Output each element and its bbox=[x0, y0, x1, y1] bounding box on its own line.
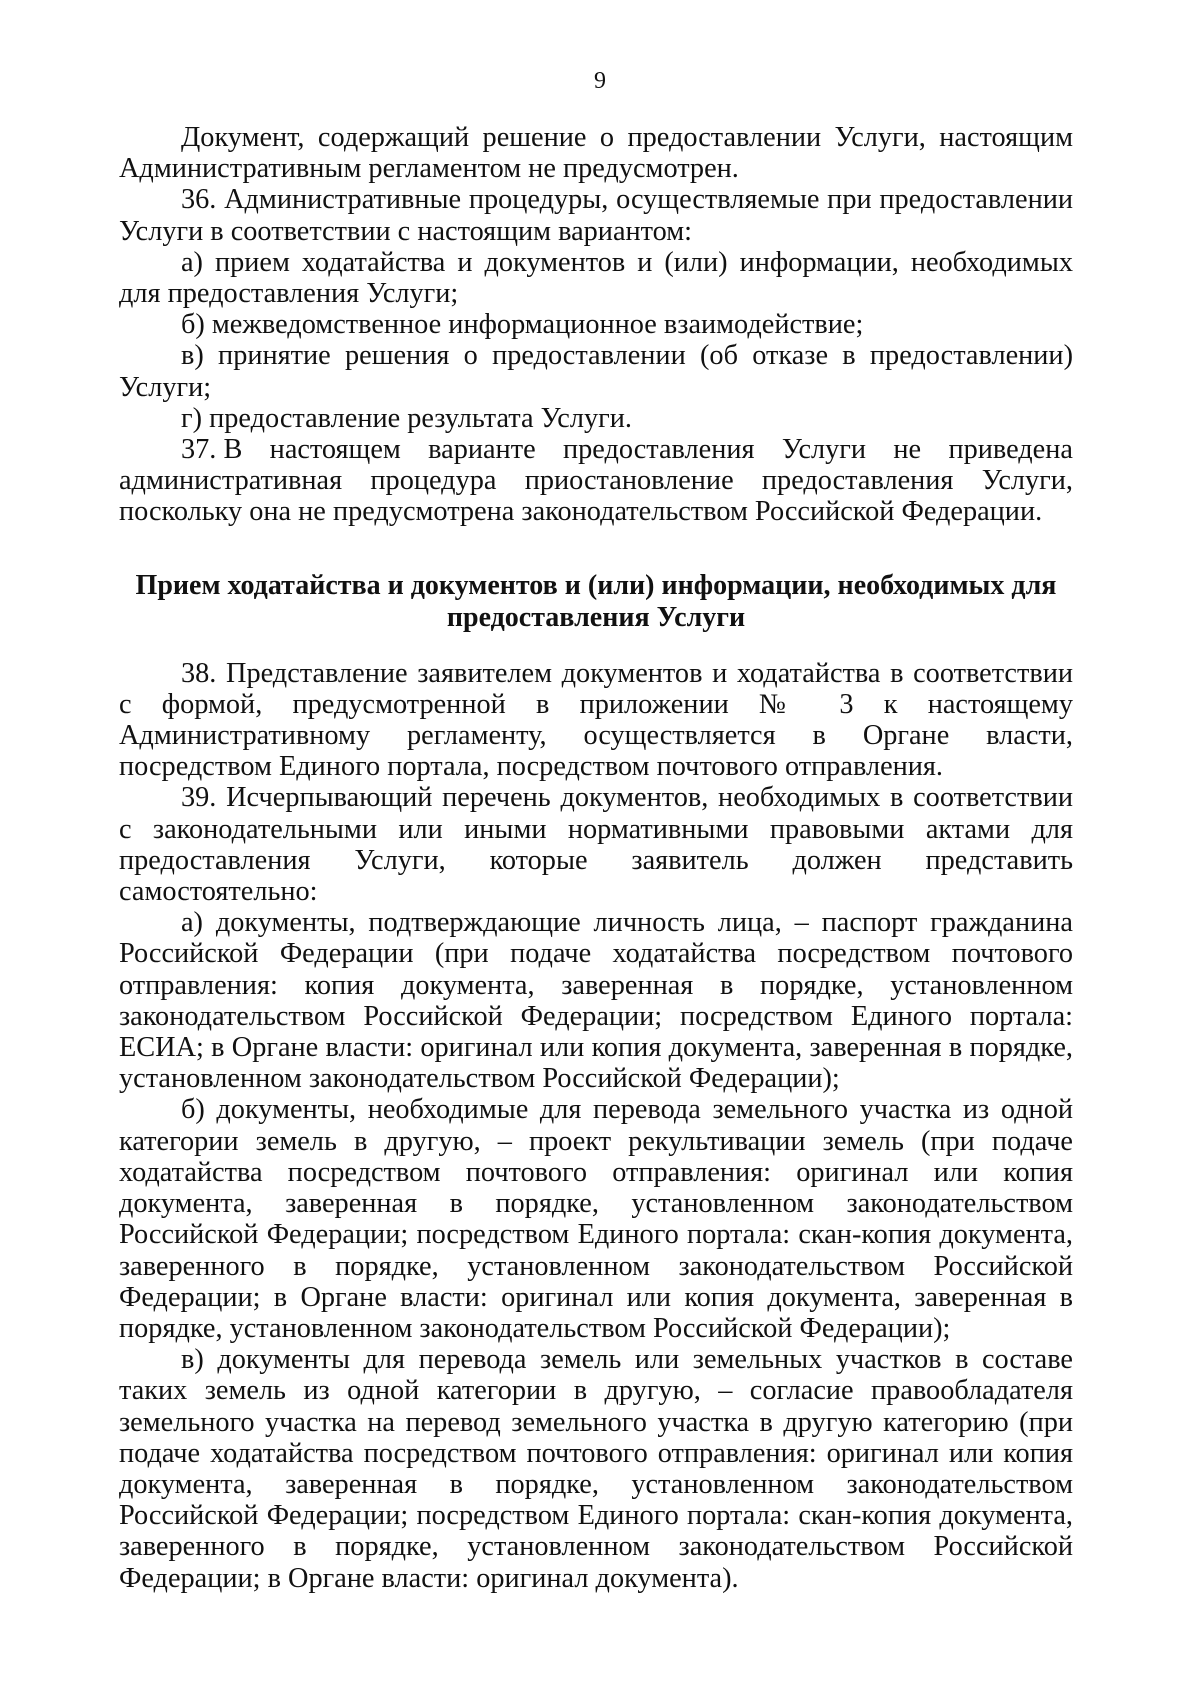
paragraph-36: 36. Административные процедуры, осуществляемые при предоставлении Услуги в соответствии с настоящим вариантом: bbox=[119, 184, 1073, 247]
paragraph-decision-note: Документ, содержащий решение о предоставлении Услуги, настоящим Административным регламентом не предусмотрен. bbox=[119, 122, 1073, 185]
paragraph-37-word: предоставления bbox=[562, 434, 755, 466]
paragraph-37-word: Услуги bbox=[781, 434, 867, 466]
list-item-36c: в) принятие решения о предоставлении (об отказе в предоставлении) Услуги; bbox=[119, 340, 1073, 403]
paragraph-37-word: приведена bbox=[948, 434, 1073, 466]
paragraph-39: 39. Исчерпывающий перечень документов, необходимых в соответствии с законодательными или иными нормативными правовыми актами для предоставления Услуги, которые заявитель должен представить самостоятельно: bbox=[119, 782, 1073, 908]
paragraph-37-word: 37. В bbox=[181, 434, 243, 466]
section-heading: Прием ходатайства и документов и (или) информации, необходимых для предоставления Услуги bbox=[135, 569, 1057, 633]
paragraph-37-rest: административная процедура приостановление предоставления Услуги, поскольку она не предусмотрена законодательством Российской Федерации. bbox=[119, 465, 1073, 528]
paragraph-37-word: настоящем bbox=[269, 434, 401, 466]
list-item-39a: а) документы, подтверждающие личность лица, – паспорт гражданина Российской Федерации (при подаче ходатайства посредством почтового отправления: копия документа, заверенная в порядке, установленном законодательством Российской Федерации; посредством Единого портала: ЕСИА; в Органе власти: оригинал или копия документа, заверенная в порядке, установленном законодательством Российской Федерации); bbox=[119, 907, 1073, 1095]
list-item-36d: г) предоставление результата Услуги. bbox=[181, 402, 632, 434]
paragraph-37-word: не bbox=[893, 434, 922, 466]
document-body bbox=[119, 122, 1073, 1594]
paragraph-37 bbox=[119, 434, 1073, 528]
list-item-39b: б) документы, необходимые для перевода земельного участка из одной категории земель в другую, – проект рекультивации земель (при подаче ходатайства посредством почтового отправления: оригинал или копия документа, заверенная в порядке, установленном законодательством Российской Федерации; посредством Единого портала: скан-копия документа, заверенного в порядке, установленном законодательством Российской Федерации; в Органе власти: оригинал или копия документа, заверенная в порядке, установленном законодательством Российской Федерации); bbox=[119, 1094, 1073, 1344]
list-item-36b: б) межведомственное информационное взаимодействие; bbox=[181, 309, 864, 341]
page-number: 9 bbox=[594, 68, 606, 94]
paragraph-37-word: варианте bbox=[428, 434, 536, 466]
list-item-36a: а) прием ходатайства и документов и (или) информации, необходимых для предоставления Услуги; bbox=[119, 246, 1073, 310]
paragraph-37-first-line bbox=[181, 434, 1073, 465]
list-item-39c: в) документы для перевода земель или земельных участков в составе таких земель из одной категории в другую, – согласие правообладателя земельного участка на перевод земельного участка в другую категорию (при подаче ходатайства посредством почтового отправления: оригинал или копия документа, заверенная в порядке, установленном законодательством Российской Федерации; посредством Единого портала: скан-копия документа, заверенного в порядке, установленном законодательством Российской Федерации; в Органе власти: оригинал документа). bbox=[119, 1344, 1073, 1594]
paragraph-38: 38. Представление заявителем документов и ходатайства в соответствии с формой, предусмотренной в приложении № 3 к настоящему Административному регламенту, осуществляется в Органе власти, посредством Единого портала, посредством почтового отправления. bbox=[119, 657, 1073, 783]
